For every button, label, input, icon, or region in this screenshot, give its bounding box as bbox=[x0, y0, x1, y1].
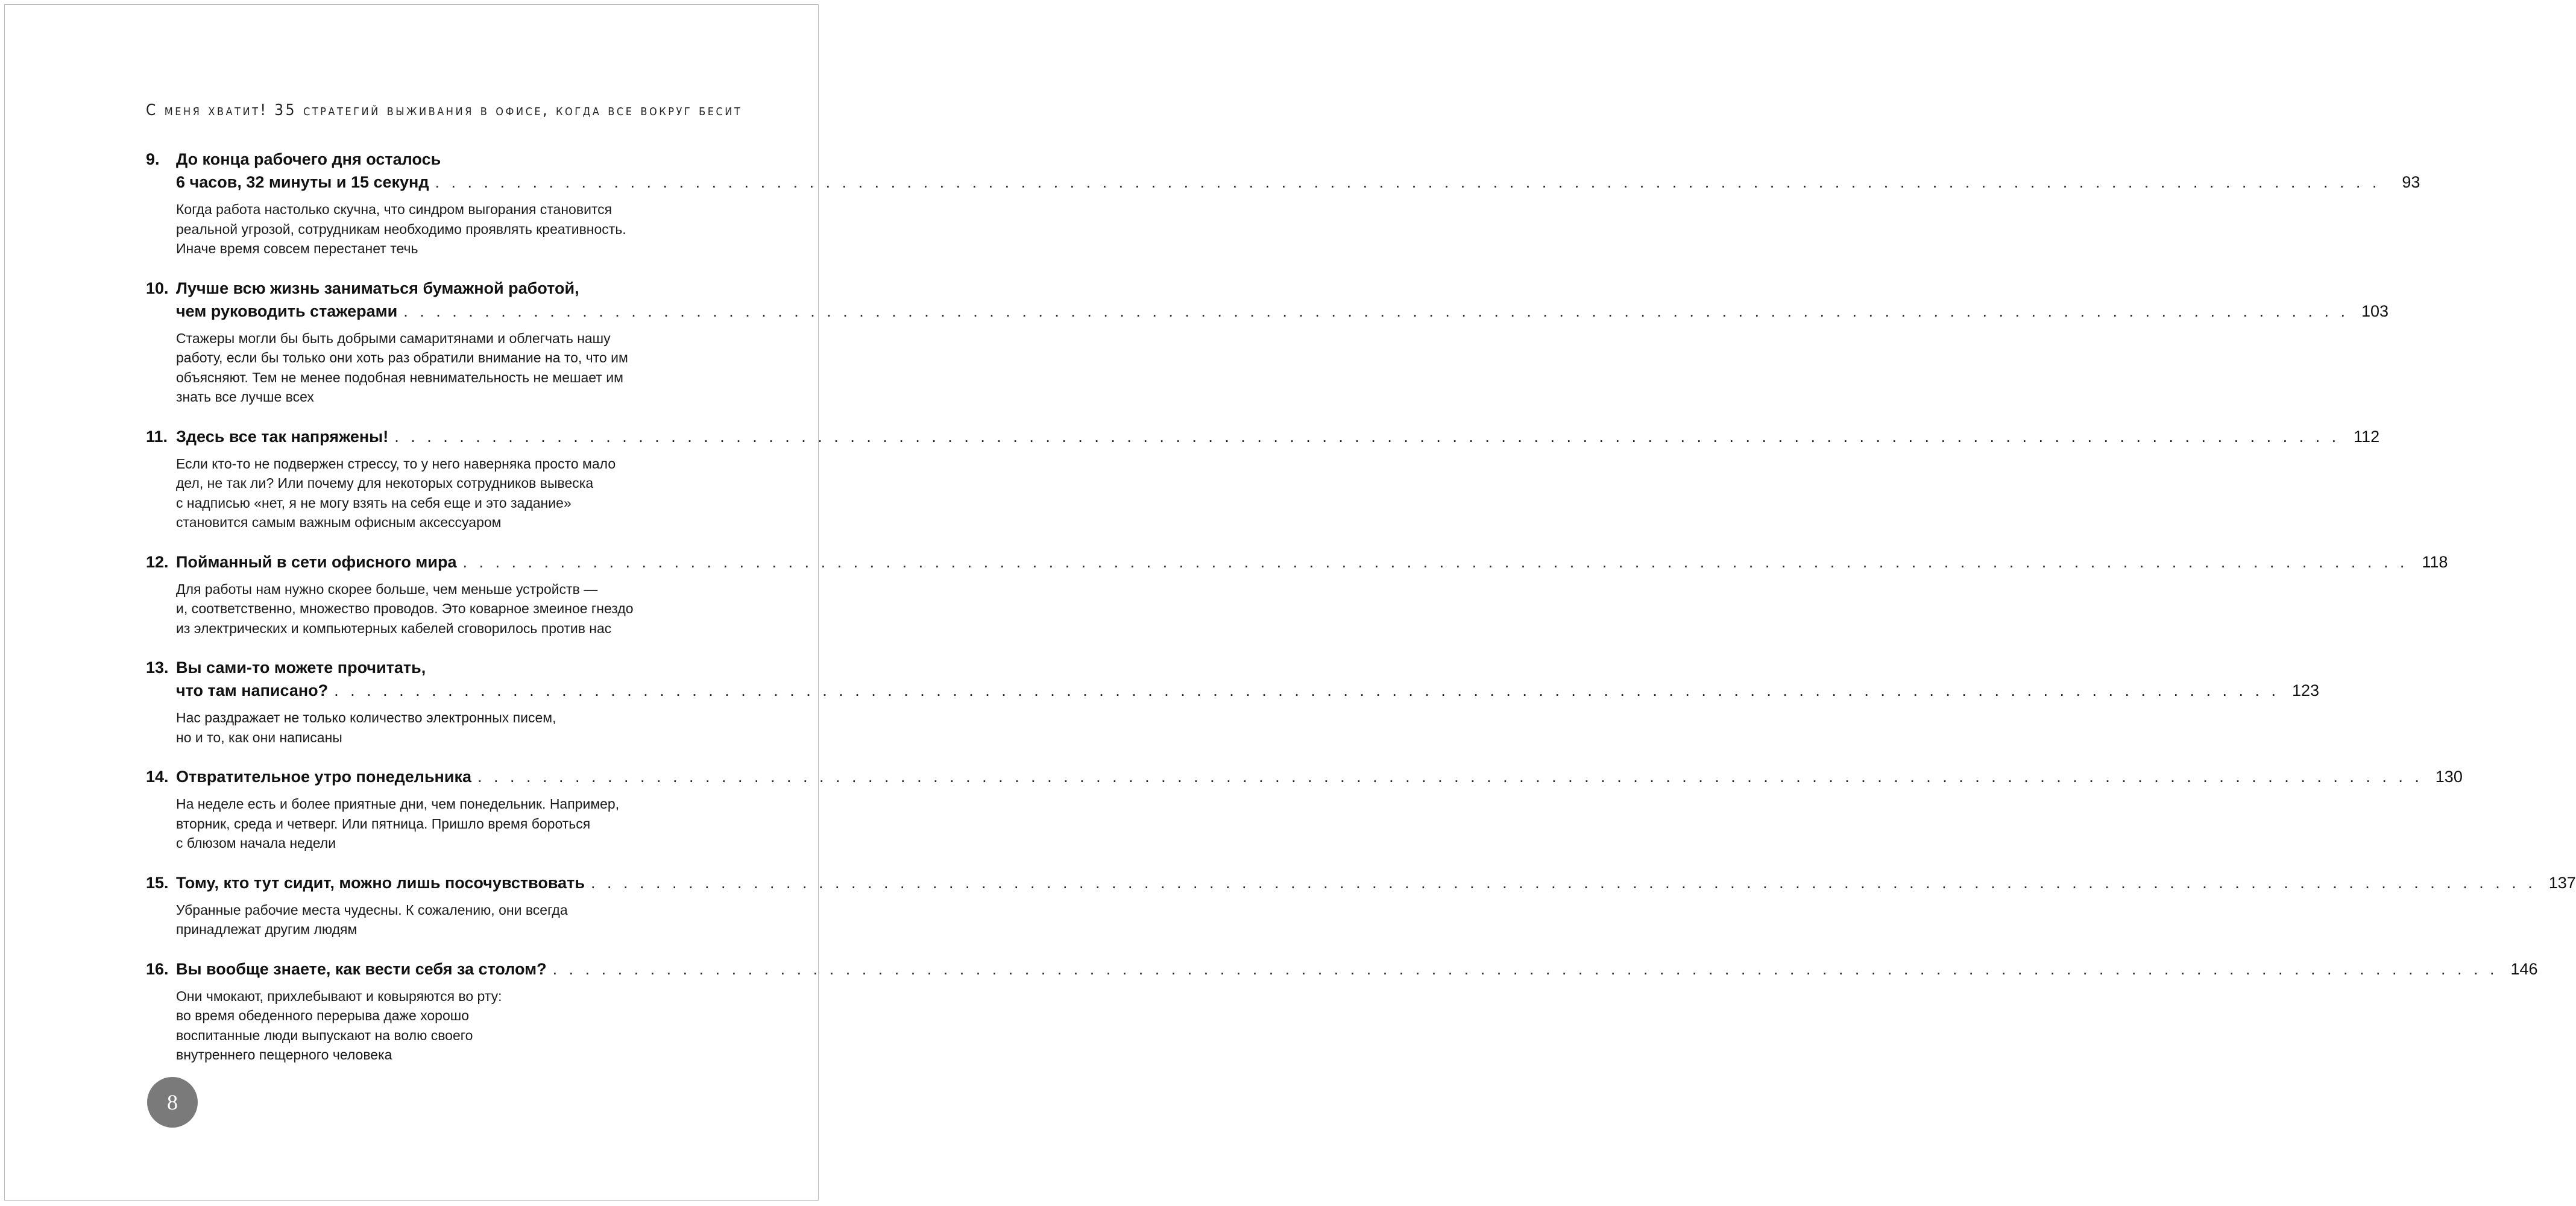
entry-description bbox=[176, 900, 725, 939]
description-line: принадлежат другим людям bbox=[176, 921, 357, 937]
entry-description bbox=[176, 794, 725, 853]
description-line: реальной угрозой, сотрудникам необходимо проявлять креативность. bbox=[176, 221, 626, 237]
entry-number: 11. bbox=[146, 427, 168, 446]
description-line: Когда работа настолько скучна, что синдром выгорания становится bbox=[176, 201, 613, 217]
entry-page-number: 118 bbox=[2422, 552, 2448, 571]
dot-leader: . . . . . . . . . . . . . . . . . . . . . . . . . . . . . . . . . . . . . . . . . . . . . . . . . . . . . . . . . . . . . . . . . . . . . . . . . . . . . . . . . . . . . . . . . . . . . . . . . . . . . . . . . . . . . . . . . . . . . . . . bbox=[477, 768, 2423, 786]
entry-description bbox=[176, 708, 725, 747]
entry-title: Тому, кто тут сидит, можно лишь посочувствовать bbox=[176, 873, 585, 892]
entry-title-line: Лучше всю жизнь заниматься бумажной работой, bbox=[176, 279, 579, 297]
toc-entry bbox=[146, 765, 2463, 853]
description-line: во время обеденного перерыва даже хорошо bbox=[176, 1008, 469, 1023]
description-line: Иначе время совсем перестанет течь bbox=[176, 241, 418, 256]
description-line: Убранные рабочие места чудесны. К сожалению, они всегда bbox=[176, 901, 568, 918]
entry-number: 14. bbox=[146, 768, 169, 786]
description-line: воспитанные люди выпускают на волю своего bbox=[176, 1027, 473, 1043]
toc-entry bbox=[146, 656, 2319, 747]
dot-leader: . . . . . . . . . . . . . . . . . . . . . . . . . . . . . . . . . . . . . . . . . . . . . . . . . . . . . . . . . . . . . . . . . . . . . . . . . . . . . . . . . . . . . . . . . . . . . . . . . . . . . . . . . . . . . . . . . . . . . . . . bbox=[334, 681, 2279, 699]
entry-title: Вы вообще знаете, как вести себя за столом? bbox=[176, 959, 547, 978]
dot-leader: . . . . . . . . . . . . . . . . . . . . . . . . . . . . . . . . . . . . . . . . . . . . . . . . . . . . . . . . . . . . . . . . . . . . . . . . . . . . . . . . . . . . . . . . . . . . . . . . . . . . . . . . . . . . . . . . . . . . . . . . bbox=[590, 873, 2536, 892]
entry-page-number: 137 bbox=[2548, 873, 2576, 892]
description-line: работу, если бы только они хоть раз обратили внимание на то, что им bbox=[176, 350, 628, 365]
entry-title-line: До конца рабочего дня осталось bbox=[176, 150, 441, 168]
entry-number: 15. bbox=[146, 873, 169, 892]
page-number-badge: 8 bbox=[147, 1077, 198, 1128]
entry-page-number: 130 bbox=[2435, 768, 2463, 786]
description-line: Нас раздражает не только количество электронных писем, bbox=[176, 710, 556, 725]
entry-title: Здесь все так напряжены! bbox=[176, 427, 389, 446]
entry-page-number: 146 bbox=[2510, 959, 2538, 978]
entry-description bbox=[176, 987, 725, 1065]
toc-entry bbox=[146, 148, 2420, 259]
entry-page-number: 93 bbox=[2402, 173, 2420, 191]
entry-title: 6 часов, 32 минуты и 15 секунд bbox=[176, 173, 429, 191]
dot-leader: . . . . . . . . . . . . . . . . . . . . . . . . . . . . . . . . . . . . . . . . . . . . . . . . . . . . . . . . . . . . . . . . . . . . . . . . . . . . . . . . . . . . . . . . . . . . . . . . . . . . . . . . . . . . . . . . . . . . . . . . bbox=[435, 173, 2381, 191]
dot-leader: . . . . . . . . . . . . . . . . . . . . . . . . . . . . . . . . . . . . . . . . . . . . . . . . . . . . . . . . . . . . . . . . . . . . . . . . . . . . . . . . . . . . . . . . . . . . . . . . . . . . . . . . . . . . . . . . . . . . . . . . bbox=[394, 427, 2340, 446]
entry-page-number: 103 bbox=[2361, 302, 2389, 320]
entry-description bbox=[176, 579, 725, 639]
description-line: становится самым важным офисным аксессуаром bbox=[176, 514, 502, 530]
table-of-contents bbox=[146, 148, 2576, 1083]
description-line: но и то, как они написаны bbox=[176, 729, 342, 745]
description-line: вторник, среда и четверг. Или пятница. Пришло время бороться bbox=[176, 815, 591, 832]
entry-number: 9. bbox=[146, 150, 160, 168]
dot-leader: . . . . . . . . . . . . . . . . . . . . . . . . . . . . . . . . . . . . . . . . . . . . . . . . . . . . . . . . . . . . . . . . . . . . . . . . . . . . . . . . . . . . . . . . . . . . . . . . . . . . . . . . . . . . . . . . . . . . . . . . bbox=[552, 959, 2498, 978]
entry-description bbox=[176, 200, 725, 259]
description-line: дел, не так ли? Или почему для некоторых сотрудников вывеска bbox=[176, 475, 594, 491]
entry-title-line: Вы сами-то можете прочитать, bbox=[176, 658, 426, 677]
toc-entry bbox=[146, 871, 2576, 939]
description-line: внутреннего пещерного человека bbox=[176, 1047, 392, 1062]
entry-title: чем руководить стажерами bbox=[176, 302, 398, 320]
entry-number: 16. bbox=[146, 959, 169, 978]
entry-title: что там написано? bbox=[176, 681, 329, 699]
description-line: Стажеры могли бы быть добрыми самаритянами и облегчать нашу bbox=[176, 330, 611, 346]
entry-number: 12. bbox=[146, 552, 169, 571]
description-line: с блюзом начала недели bbox=[176, 835, 336, 851]
description-line: с надписью «нет, я не могу взять на себя еще и это задание» bbox=[176, 494, 572, 511]
description-line: Если кто-то не подвержен стрессу, то у него наверняка просто мало bbox=[176, 455, 616, 472]
description-line: и, соответственно, множество проводов. Это коварное змеиное гнездо bbox=[176, 601, 634, 616]
entry-description bbox=[176, 329, 725, 407]
entry-description bbox=[176, 454, 725, 532]
description-line: знать все лучше всех bbox=[176, 389, 314, 405]
description-line: объясняют. Тем не менее подобная невнимательность не мешает им bbox=[176, 369, 623, 385]
description-line: Для работы нам нужно скорее больше, чем меньше устройств — bbox=[176, 581, 598, 597]
toc-entry bbox=[146, 958, 2538, 1065]
toc-entry bbox=[146, 425, 2380, 532]
dot-leader: . . . . . . . . . . . . . . . . . . . . . . . . . . . . . . . . . . . . . . . . . . . . . . . . . . . . . . . . . . . . . . . . . . . . . . . . . . . . . . . . . . . . . . . . . . . . . . . . . . . . . . . . . . . . . . . . . . . . . . . . bbox=[403, 302, 2349, 320]
entry-title: Пойманный в сети офисного мира bbox=[176, 552, 457, 571]
entry-page-number: 123 bbox=[2291, 681, 2319, 699]
description-line: Они чмокают, прихлебывают и ковыряются во рту: bbox=[176, 988, 502, 1004]
description-line: На неделе есть и более приятные дни, чем понедельник. Например, bbox=[176, 796, 620, 812]
running-header: С меня хватит! 35 стратегий выживания в офисе, когда все вокруг бесит bbox=[146, 101, 743, 119]
entry-number: 10. bbox=[146, 279, 169, 297]
description-line: из электрических и компьютерных кабелей сговорилось против нас bbox=[176, 620, 612, 636]
toc-entry bbox=[146, 551, 2448, 639]
entry-number: 13. bbox=[146, 658, 169, 677]
toc-entry bbox=[146, 277, 2389, 407]
dot-leader: . . . . . . . . . . . . . . . . . . . . . . . . . . . . . . . . . . . . . . . . . . . . . . . . . . . . . . . . . . . . . . . . . . . . . . . . . . . . . . . . . . . . . . . . . . . . . . . . . . . . . . . . . . . . . . . . . . . . . . . . bbox=[462, 552, 2408, 571]
entry-title: Отвратительное утро понедельника bbox=[176, 768, 471, 786]
entry-page-number: 112 bbox=[2354, 427, 2380, 446]
